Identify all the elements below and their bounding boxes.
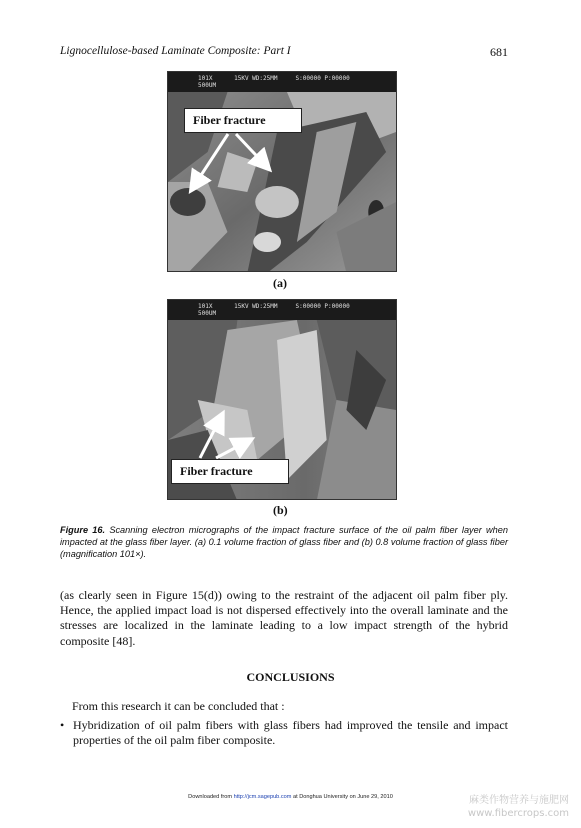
bullet-item — [60, 718, 508, 748]
watermark-line1: 麻类作物营养与施肥网 — [469, 795, 569, 806]
footer-suffix: at Donghua University on June 29, 2010 — [292, 794, 393, 800]
bullet-text: Hybridization of oil palm fibers with glass fibers had improved the tensile and impact properties of the oil palm fiber composite. — [73, 718, 508, 748]
sem-parameters: 101X 15KV WD:25MM S:00000 P:00000 — [198, 75, 350, 82]
figure-caption-label: Figure 16. — [60, 525, 106, 535]
panel-label-a: (a) — [273, 276, 287, 290]
panel-label-b: (b) — [273, 503, 288, 517]
footer-url-link[interactable]: http://jcm.sagepub.com — [233, 794, 292, 800]
watermark — [468, 794, 569, 820]
body-paragraph: (as clearly seen in Figure 15(d)) owing to the restraint of the adjacent oil palm fiber ply. Hence, the applied impact load is not dispersed effectively into the overall laminate and the stresses are localized in the laminate leading to a low impact strength of the hybrid composite [48]. — [60, 588, 508, 648]
micrograph-b — [167, 299, 397, 500]
watermark-line2: www.fibercrops.com — [467, 808, 569, 819]
callout-fiber-fracture-b: Fiber fracture — [171, 459, 289, 484]
micrograph-a — [167, 71, 397, 272]
callout-fiber-fracture-a: Fiber fracture — [184, 108, 302, 133]
footer-prefix: Downloaded from — [188, 794, 233, 800]
sem-parameters: 101X 15KV WD:25MM S:00000 P:00000 — [198, 303, 350, 310]
sem-scale: 500UM — [198, 82, 217, 89]
callout-arrows-a — [168, 72, 397, 272]
figure-caption — [60, 524, 508, 560]
bullet-dot-icon: • — [60, 718, 65, 732]
figure-caption-text: Scanning electron micrographs of the impact fracture surface of the oil palm fiber layer when impacted at the glass fiber layer. (a) 0.1 volume fraction of glass fiber and (b) 0.8 volume fraction of glass fiber (magnification 101×). — [60, 525, 509, 559]
section-heading-conclusions: CONCLUSIONS — [246, 670, 335, 684]
page-number: 681 — [490, 45, 508, 59]
sem-scale: 500UM — [198, 310, 217, 317]
conclusions-intro: From this research it can be concluded that : — [72, 699, 285, 713]
running-title: Lignocellulose-based Laminate Composite: Part I — [60, 45, 291, 57]
